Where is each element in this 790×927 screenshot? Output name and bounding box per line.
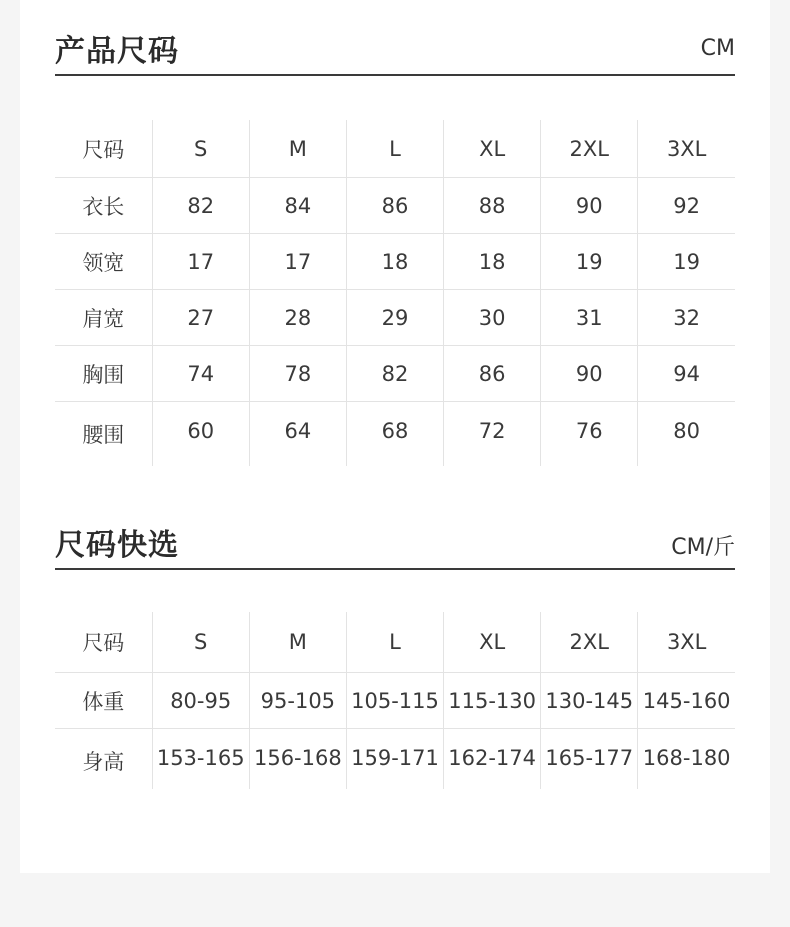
table-cell: 17: [152, 234, 249, 290]
table-cell: 肩宽: [55, 290, 152, 346]
table-cell: 72: [444, 402, 541, 466]
quick-pick-table: [55, 612, 735, 789]
table-cell: 90: [541, 346, 638, 402]
table-cell: 领宽: [55, 234, 152, 290]
quick-pick-header: [55, 494, 735, 570]
table-cell: 腰围: [55, 402, 152, 466]
table-cell: 身高: [55, 729, 152, 789]
table-cell: 94: [638, 346, 735, 402]
table-cell: 60: [152, 402, 249, 466]
quick-pick-title: 尺码快选: [55, 528, 179, 563]
table-cell: M: [249, 120, 346, 178]
table-row: [55, 346, 735, 402]
table-cell: 19: [541, 234, 638, 290]
table-cell: 2XL: [541, 120, 638, 178]
table-cell: 30: [444, 290, 541, 346]
table-cell: 17: [249, 234, 346, 290]
table-header-row: [55, 612, 735, 673]
table-cell: 68: [346, 402, 443, 466]
table-cell: 74: [152, 346, 249, 402]
size-card: [20, 0, 770, 873]
table-row: [55, 729, 735, 789]
table-cell: 32: [638, 290, 735, 346]
table-row: [55, 673, 735, 729]
table-cell: 82: [152, 178, 249, 234]
table-cell: 28: [249, 290, 346, 346]
table-row: [55, 402, 735, 466]
table-cell: 168-180: [638, 729, 735, 789]
table-cell: 130-145: [541, 673, 638, 729]
table-cell: 90: [541, 178, 638, 234]
table-cell: 80-95: [152, 673, 249, 729]
product-size-section: [55, 0, 735, 447]
product-size-unit: CM: [700, 36, 735, 61]
table-cell: 尺码: [82, 631, 125, 655]
product-size-table: [55, 120, 735, 466]
table-cell: S: [152, 120, 249, 178]
table-cell: 95-105: [249, 673, 346, 729]
table-cell: 162-174: [444, 729, 541, 789]
table-cell: S: [152, 612, 249, 673]
table-cell: 78: [249, 346, 346, 402]
table-cell: L: [346, 612, 443, 673]
table-cell: 3XL: [638, 120, 735, 178]
table-cell: 165-177: [541, 729, 638, 789]
table-cell: 衣长: [55, 178, 152, 234]
table-cell: 体重: [55, 673, 152, 729]
table-header-row: [55, 120, 735, 178]
table-cell: 31: [541, 290, 638, 346]
table-row: [55, 290, 735, 346]
table-cell: 105-115: [346, 673, 443, 729]
table-cell: 153-165: [152, 729, 249, 789]
table-cell: 84: [249, 178, 346, 234]
quick-pick-unit: CM/斤: [671, 535, 735, 560]
table-cell: 76: [541, 402, 638, 466]
table-cell: 27: [152, 290, 249, 346]
table-cell: 159-171: [346, 729, 443, 789]
table-cell: 80: [638, 402, 735, 466]
table-cell: 18: [444, 234, 541, 290]
table-cell: 86: [444, 346, 541, 402]
table-cell: 92: [638, 178, 735, 234]
quick-pick-section: [55, 494, 735, 774]
table-cell: 82: [346, 346, 443, 402]
table-row: [55, 234, 735, 290]
table-cell: 88: [444, 178, 541, 234]
table-cell: 3XL: [638, 612, 735, 673]
table-cell: L: [346, 120, 443, 178]
table-cell: 19: [638, 234, 735, 290]
table-row: [55, 178, 735, 234]
table-cell: 145-160: [638, 673, 735, 729]
table-cell: 2XL: [541, 612, 638, 673]
product-size-header: [55, 0, 735, 76]
table-cell: XL: [444, 120, 541, 178]
product-size-title: 产品尺码: [55, 34, 179, 69]
table-cell: XL: [444, 612, 541, 673]
table-cell: 115-130: [444, 673, 541, 729]
table-cell: 18: [346, 234, 443, 290]
table-cell: 29: [346, 290, 443, 346]
table-cell: 尺码: [82, 137, 125, 162]
table-cell: 156-168: [249, 729, 346, 789]
table-cell: 胸围: [55, 346, 152, 402]
table-cell: 64: [249, 402, 346, 466]
table-cell: M: [249, 612, 346, 673]
table-cell: 86: [346, 178, 443, 234]
